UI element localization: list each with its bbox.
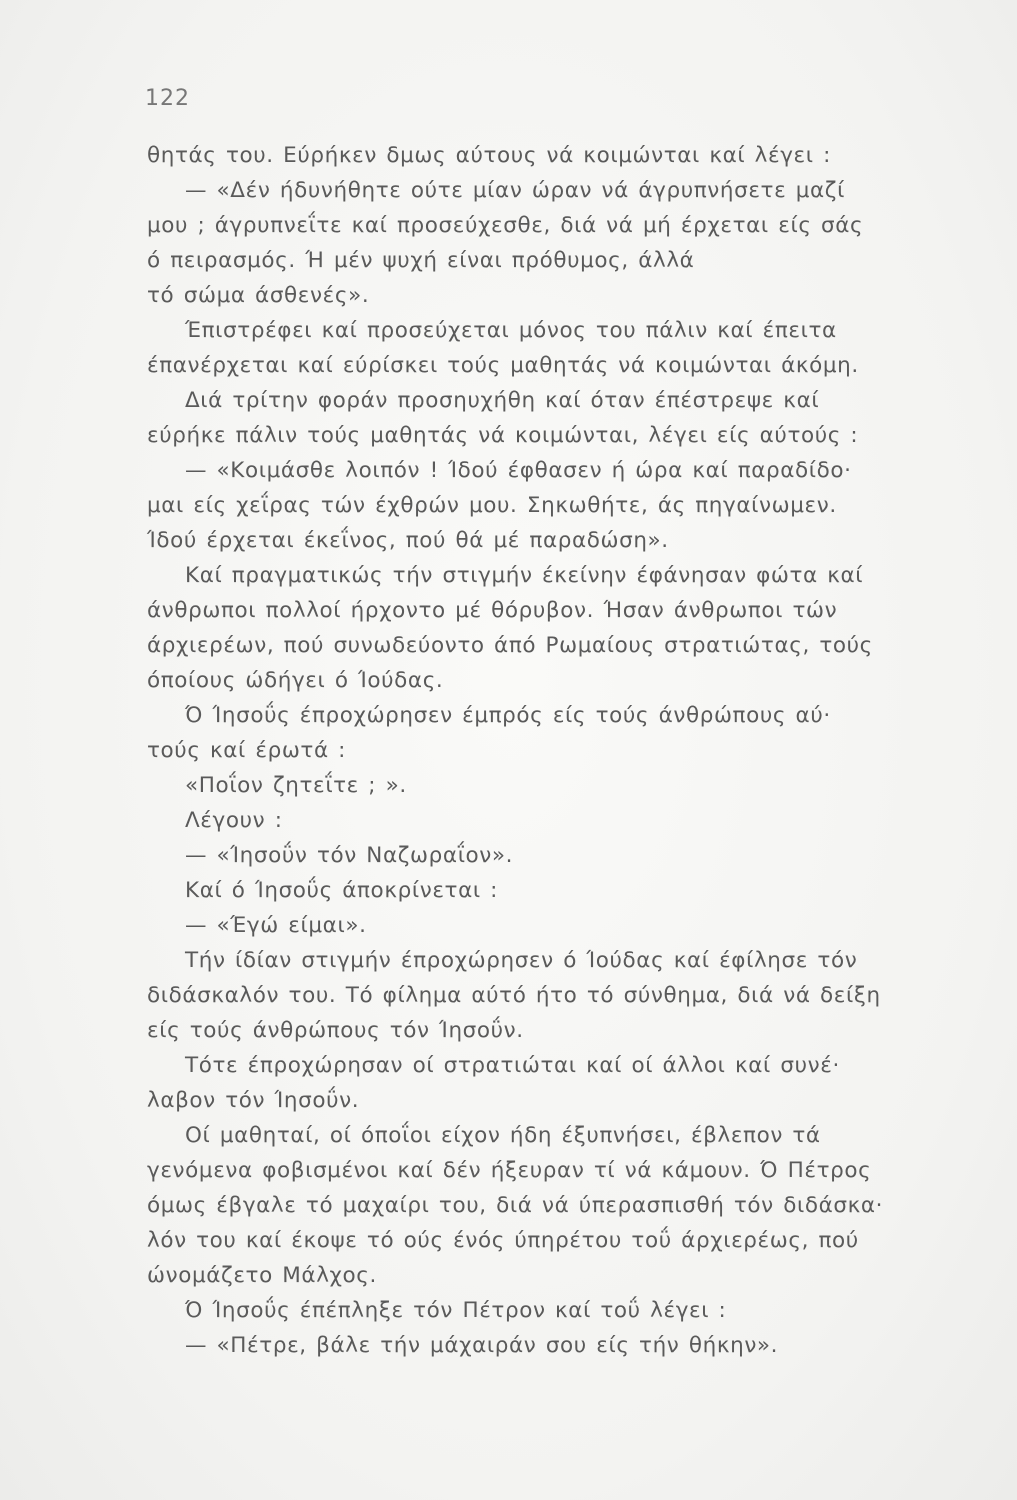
text-line: άνθρωποι πολλοί ήρχοντο μέ θόρυβον. Ήσαν άνθρωποι τών [147,598,838,623]
text-line: όποίους ώδήγει ό Ίούδας. [147,668,444,693]
text-line: τό σώμα άσθενές». [147,283,370,308]
text-line: Λέγουν : [185,808,283,833]
body-text [147,138,969,1363]
text-line: μαι είς χεΐρας τών έχθρών μου. Σηκωθήτε, άς πηγαίνωμεν. [147,493,837,518]
text-line: εύρήκε πάλιν τούς μαθητάς νά κοιμώνται, λέγει είς αύτούς : [147,423,859,448]
text-line: γενόμενα φοβισμένοι καί δέν ήξευραν τί νά κάμουν. Ό Πέτρος [147,1158,872,1183]
text-line: θητάς του. Εύρήκεν δμως αύτους νά κοιμώνται καί λέγει : [147,143,831,168]
text-line: όμως έβγαλε τό μαχαίρι του, διά νά ύπερασπισθή τόν διδάσκα· [147,1193,884,1218]
text-line: Διά τρίτην φοράν προσηυχήθη καί όταν έπέστρεψε καί [185,388,820,413]
text-line: Ίδού έρχεται έκεΐνος, πού θά μέ παραδώση». [147,528,669,553]
text-line: Τήν ίδίαν στιγμήν έπροχώρησεν ό Ίούδας καί έφίλησε τόν [185,948,858,973]
page-number: 122 [145,86,190,111]
text-line: Ό Ίησοΰς έπροχώρησεν έμπρός είς τούς άνθρώπους αύ· [185,703,831,728]
text-line: — «Κοιμάσθε λοιπόν ! Ίδού έφθασεν ή ώρα καί παραδίδο· [185,458,852,483]
text-line: — «Δέν ήδυνήθητε ούτε μίαν ώραν νά άγρυπνήσετε μαζί [185,178,845,203]
text-line: — «Πέτρε, βάλε τήν μάχαιράν σου είς τήν θήκην». [185,1333,779,1358]
text-line: είς τούς άνθρώπους τόν Ίησοΰν. [147,1018,524,1043]
text-line: «Ποΐον ζητεΐτε ; ». [185,773,407,798]
text-line: ό πειρασμός. Ή μέν ψυχή είναι πρόθυμος, άλλά [147,248,695,273]
text-line: Καί ό Ίησοΰς άποκρίνεται : [185,878,499,903]
text-line: μου ; άγρυπνεΐτε καί προσεύχεσθε, διά νά μή έρχεται είς σάς [147,213,864,238]
text-line: λαβον τόν Ίησοΰν. [147,1088,360,1113]
text-line: — «Έγώ είμαι». [185,913,367,938]
text-line: Οί μαθηταί, οί όποΐοι είχον ήδη έξυπνήσει, έβλεπον τά [185,1123,821,1148]
text-line: έπανέρχεται καί εύρίσκει τούς μαθητάς νά κοιμώνται άκόμη. [147,353,859,378]
text-line: λόν του καί έκοψε τό ούς ένός ύπηρέτου τοΰ άρχιερέως, πού [147,1228,859,1253]
text-line: διδάσκαλόν του. Τό φίλημα αύτό ήτο τό σύνθημα, διά νά δείξη [147,983,881,1008]
text-line: τούς καί έρωτά : [147,738,347,763]
text-line: άρχιερέων, πού συνωδεύοντο άπό Ρωμαίους στρατιώτας, τούς [147,633,873,658]
text-line: ώνομάζετο Μάλχος. [147,1263,377,1288]
text-line: Έπιστρέφει καί προσεύχεται μόνος του πάλιν καί έπειτα [185,318,837,343]
text-line: — «Ίησοΰν τόν Ναζωραΐον». [185,843,514,868]
text-line: Καί πραγματικώς τήν στιγμήν έκείνην έφάνησαν φώτα καί [185,563,864,588]
text-line: Τότε έπροχώρησαν οί στρατιώται καί οί άλλοι καί συνέ· [185,1053,840,1078]
text-line: Ό Ίησοΰς έπέπληξε τόν Πέτρον καί τοΰ λέγει : [185,1298,727,1323]
